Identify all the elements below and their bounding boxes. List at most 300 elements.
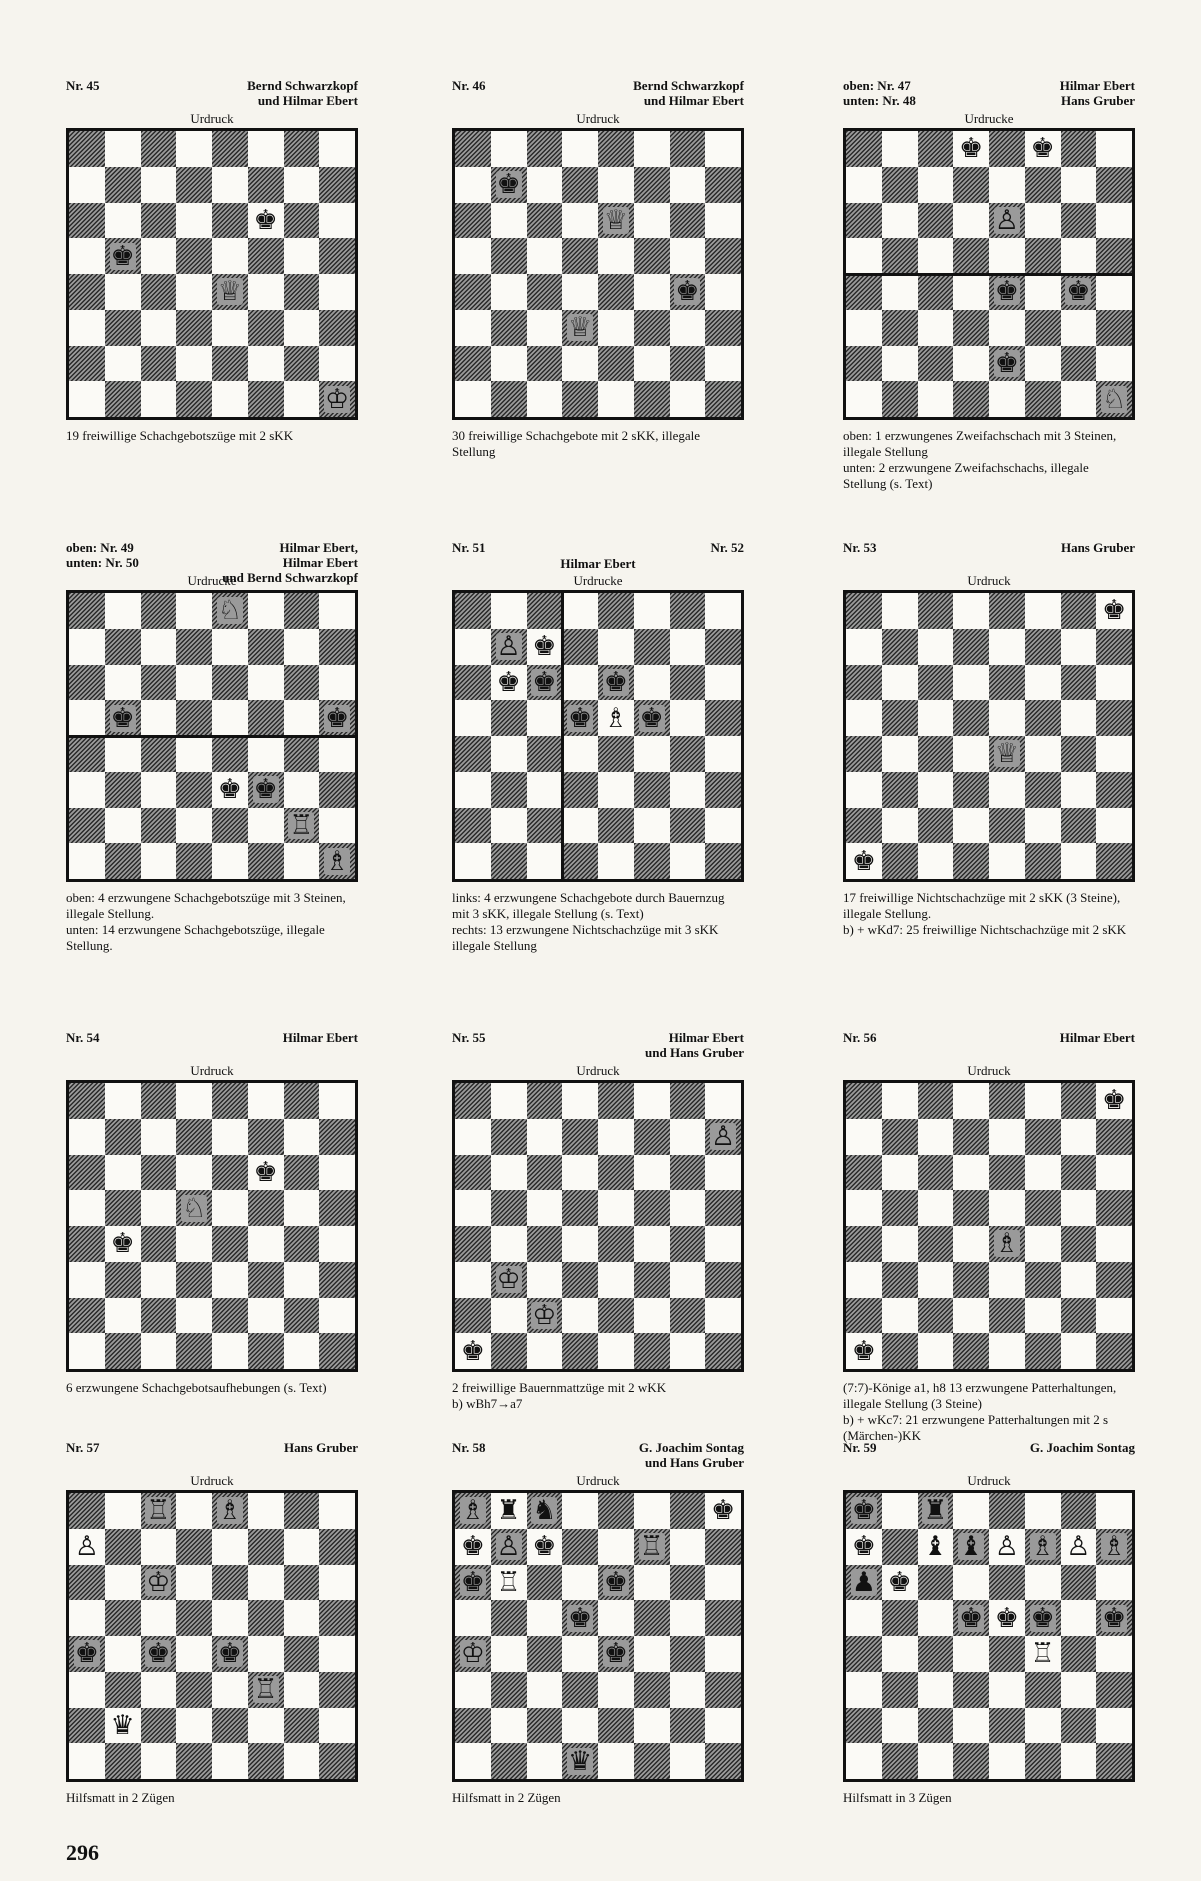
square-g4 xyxy=(284,1636,320,1672)
square-a7 xyxy=(455,1529,491,1565)
square-f3 xyxy=(1025,772,1061,808)
square-d1 xyxy=(562,1333,598,1369)
square-a1 xyxy=(69,381,105,417)
square-a4 xyxy=(846,736,882,772)
square-d8 xyxy=(176,1083,212,1119)
square-a5 xyxy=(846,238,882,274)
square-g7 xyxy=(1061,1529,1097,1565)
square-g1 xyxy=(1061,381,1097,417)
square-f6 xyxy=(1025,665,1061,701)
square-b6 xyxy=(491,1565,527,1601)
square-e3 xyxy=(598,310,634,346)
chess-piece-icon: ♚ xyxy=(532,666,557,698)
square-h6 xyxy=(1096,203,1132,239)
problem-caption: links: 4 erzwungene Schachgebote durch Bauernzug mit 3 sKK, illegale Stellung (s. Text) rechts: 13 erzwungene Nichtschachzüge mit 3 sKK illegale Stellung xyxy=(452,890,725,953)
square-g4 xyxy=(670,736,706,772)
square-c7 xyxy=(141,1529,177,1565)
square-e6 xyxy=(212,1155,248,1191)
square-c8 xyxy=(141,131,177,167)
problem-p58 xyxy=(452,1440,744,1806)
square-e1 xyxy=(212,381,248,417)
square-b8 xyxy=(105,1083,141,1119)
square-f5 xyxy=(248,1190,284,1226)
square-b6 xyxy=(882,203,918,239)
square-g8 xyxy=(1061,1493,1097,1529)
square-d4 xyxy=(562,736,598,772)
square-c3 xyxy=(527,1672,563,1708)
square-h4 xyxy=(319,736,355,772)
square-b7 xyxy=(882,167,918,203)
square-c5 xyxy=(918,700,954,736)
square-h6 xyxy=(319,665,355,701)
square-e8 xyxy=(598,1493,634,1529)
square-a3 xyxy=(69,1262,105,1298)
square-h6 xyxy=(319,1155,355,1191)
chess-piece-icon: ♚ xyxy=(1030,133,1055,165)
square-h2 xyxy=(319,808,355,844)
square-h1 xyxy=(319,843,355,879)
square-d6 xyxy=(953,1565,989,1601)
square-d4 xyxy=(176,736,212,772)
square-g5 xyxy=(284,238,320,274)
square-e7 xyxy=(598,1119,634,1155)
square-d8 xyxy=(562,1083,598,1119)
chess-piece-icon: ♚ xyxy=(603,1638,628,1670)
square-g5 xyxy=(1061,1600,1097,1636)
square-f3 xyxy=(248,772,284,808)
square-f1 xyxy=(248,381,284,417)
square-e3 xyxy=(989,1262,1025,1298)
square-c2 xyxy=(527,808,563,844)
square-g3 xyxy=(284,772,320,808)
square-h4 xyxy=(319,274,355,310)
square-c4 xyxy=(527,1636,563,1672)
square-c3 xyxy=(918,310,954,346)
square-h2 xyxy=(1096,1298,1132,1334)
square-d7 xyxy=(562,1119,598,1155)
square-h4 xyxy=(705,1226,741,1262)
square-h2 xyxy=(1096,346,1132,382)
square-d5 xyxy=(176,238,212,274)
square-f2 xyxy=(634,346,670,382)
square-f4 xyxy=(1025,1636,1061,1672)
square-d8 xyxy=(562,1493,598,1529)
chess-piece-icon: ♜ xyxy=(496,1495,521,1527)
square-g5 xyxy=(1061,238,1097,274)
square-e3 xyxy=(212,1262,248,1298)
square-g5 xyxy=(670,238,706,274)
square-h7 xyxy=(705,1119,741,1155)
square-d1 xyxy=(953,1743,989,1779)
square-a1 xyxy=(455,843,491,879)
square-h3 xyxy=(1096,1262,1132,1298)
square-g1 xyxy=(1061,843,1097,879)
square-c4 xyxy=(141,274,177,310)
square-f4 xyxy=(1025,274,1061,310)
chess-piece-icon: ♝ xyxy=(923,1531,948,1563)
board-divider xyxy=(561,593,564,879)
square-b2 xyxy=(105,1298,141,1334)
square-e7 xyxy=(212,1119,248,1155)
problem-header xyxy=(843,1440,1135,1490)
square-e2 xyxy=(598,1298,634,1334)
square-f5 xyxy=(634,700,670,736)
square-a6 xyxy=(846,665,882,701)
square-b7 xyxy=(491,1119,527,1155)
square-e8 xyxy=(989,1083,1025,1119)
problem-caption: 30 freiwillige Schachgebote mit 2 sKK, illegale Stellung xyxy=(452,428,701,459)
square-e2 xyxy=(212,808,248,844)
square-d7 xyxy=(562,629,598,665)
square-g1 xyxy=(284,1333,320,1369)
square-g5 xyxy=(1061,1190,1097,1226)
square-g8 xyxy=(1061,1083,1097,1119)
square-h5 xyxy=(319,1600,355,1636)
chess-piece-icon: ♘ xyxy=(1102,383,1127,415)
square-c1 xyxy=(527,1743,563,1779)
square-c2 xyxy=(918,1298,954,1334)
chess-piece-icon: ♚ xyxy=(994,1602,1019,1634)
problem-author: G. Joachim Sontag und Hans Gruber xyxy=(638,1440,744,1470)
square-h5 xyxy=(319,1190,355,1226)
problem-number: Nr. 51 xyxy=(452,540,486,555)
square-e6 xyxy=(598,1155,634,1191)
square-e3 xyxy=(212,1672,248,1708)
square-c5 xyxy=(918,1600,954,1636)
square-f6 xyxy=(1025,1155,1061,1191)
square-f8 xyxy=(634,1493,670,1529)
square-b4 xyxy=(882,274,918,310)
square-d3 xyxy=(953,1262,989,1298)
square-f6 xyxy=(248,1565,284,1601)
square-e8 xyxy=(598,1083,634,1119)
chess-piece-icon: ♕ xyxy=(603,204,628,236)
square-h1 xyxy=(319,1743,355,1779)
square-b8 xyxy=(882,131,918,167)
problem-subtitle: Urdruck xyxy=(576,111,620,126)
square-a8 xyxy=(69,1493,105,1529)
problem-p45 xyxy=(66,78,358,444)
square-c5 xyxy=(527,700,563,736)
chess-board xyxy=(452,1490,744,1782)
square-d3 xyxy=(176,772,212,808)
chess-piece-icon: ♘ xyxy=(182,1192,207,1224)
square-f8 xyxy=(248,593,284,629)
chess-piece-icon: ♚ xyxy=(603,666,628,698)
problem-author: Hans Gruber xyxy=(1060,540,1135,555)
square-h4 xyxy=(705,736,741,772)
chess-piece-icon: ♙ xyxy=(1066,1531,1091,1563)
square-g5 xyxy=(284,1600,320,1636)
chess-piece-icon: ♞ xyxy=(532,1495,557,1527)
square-d4 xyxy=(562,1636,598,1672)
square-e2 xyxy=(989,346,1025,382)
square-b4 xyxy=(882,1636,918,1672)
square-a4 xyxy=(69,274,105,310)
square-h1 xyxy=(1096,1743,1132,1779)
square-h3 xyxy=(705,772,741,808)
problem-author: Bernd Schwarzkopf und Hilmar Ebert xyxy=(247,78,358,108)
square-h5 xyxy=(705,1190,741,1226)
problem-header xyxy=(843,540,1135,590)
square-e4 xyxy=(598,1226,634,1262)
chess-board xyxy=(452,128,744,420)
square-f7 xyxy=(1025,1529,1061,1565)
square-a1 xyxy=(846,1333,882,1369)
square-d1 xyxy=(176,843,212,879)
square-e5 xyxy=(598,1190,634,1226)
square-f3 xyxy=(248,1262,284,1298)
square-e3 xyxy=(989,310,1025,346)
square-g7 xyxy=(670,1529,706,1565)
square-h3 xyxy=(705,1672,741,1708)
square-c6 xyxy=(141,1565,177,1601)
square-e6 xyxy=(598,203,634,239)
square-h6 xyxy=(319,203,355,239)
square-d2 xyxy=(176,1708,212,1744)
square-g3 xyxy=(670,1672,706,1708)
square-c8 xyxy=(141,1083,177,1119)
square-b4 xyxy=(105,274,141,310)
problem-author: Hilmar Ebert xyxy=(560,556,636,571)
square-a4 xyxy=(455,1636,491,1672)
square-a2 xyxy=(69,1708,105,1744)
square-d4 xyxy=(176,274,212,310)
chess-piece-icon: ♚ xyxy=(253,1156,278,1188)
square-g8 xyxy=(284,1083,320,1119)
square-d4 xyxy=(953,274,989,310)
square-e3 xyxy=(598,1672,634,1708)
square-h5 xyxy=(1096,1190,1132,1226)
square-e7 xyxy=(598,1529,634,1565)
square-f1 xyxy=(1025,381,1061,417)
square-c2 xyxy=(527,346,563,382)
square-d2 xyxy=(562,1298,598,1334)
square-h5 xyxy=(705,700,741,736)
square-a5 xyxy=(455,1600,491,1636)
square-c4 xyxy=(141,736,177,772)
square-f1 xyxy=(634,1333,670,1369)
square-f8 xyxy=(248,131,284,167)
square-f4 xyxy=(248,736,284,772)
square-f6 xyxy=(248,665,284,701)
chess-piece-icon: ♛ xyxy=(110,1709,135,1741)
square-f2 xyxy=(634,1708,670,1744)
chess-piece-icon: ♗ xyxy=(217,1495,242,1527)
square-b1 xyxy=(105,381,141,417)
square-c1 xyxy=(141,1743,177,1779)
square-g7 xyxy=(670,1119,706,1155)
square-h6 xyxy=(1096,1155,1132,1191)
square-d7 xyxy=(953,629,989,665)
square-g8 xyxy=(284,1493,320,1529)
square-g4 xyxy=(1061,1636,1097,1672)
square-g1 xyxy=(284,843,320,879)
square-g8 xyxy=(1061,593,1097,629)
square-f7 xyxy=(248,629,284,665)
square-f5 xyxy=(248,238,284,274)
problem-header xyxy=(452,1440,744,1490)
square-c2 xyxy=(527,1708,563,1744)
square-f6 xyxy=(1025,1565,1061,1601)
square-c2 xyxy=(141,346,177,382)
chess-piece-icon: ♟ xyxy=(851,1566,876,1598)
square-f6 xyxy=(634,203,670,239)
square-c5 xyxy=(141,1600,177,1636)
square-b4 xyxy=(105,1226,141,1262)
square-c4 xyxy=(141,1636,177,1672)
square-a3 xyxy=(455,772,491,808)
chess-piece-icon: ♖ xyxy=(146,1495,171,1527)
square-a3 xyxy=(69,1672,105,1708)
square-d5 xyxy=(562,700,598,736)
square-e4 xyxy=(989,274,1025,310)
square-e3 xyxy=(989,1672,1025,1708)
square-c7 xyxy=(918,629,954,665)
square-e1 xyxy=(212,1743,248,1779)
chess-piece-icon: ♖ xyxy=(1030,1638,1055,1670)
square-a8 xyxy=(846,1493,882,1529)
square-g2 xyxy=(670,808,706,844)
square-h7 xyxy=(705,1529,741,1565)
square-h5 xyxy=(1096,1600,1132,1636)
square-g6 xyxy=(1061,1155,1097,1191)
square-g1 xyxy=(670,843,706,879)
square-a3 xyxy=(846,1262,882,1298)
square-a8 xyxy=(455,1493,491,1529)
square-a1 xyxy=(455,381,491,417)
square-c8 xyxy=(918,593,954,629)
square-d6 xyxy=(562,1565,598,1601)
square-a8 xyxy=(69,1083,105,1119)
chess-piece-icon: ♚ xyxy=(253,204,278,236)
square-h4 xyxy=(705,1636,741,1672)
square-g8 xyxy=(670,131,706,167)
problem-p54 xyxy=(66,1030,358,1396)
square-a6 xyxy=(455,1565,491,1601)
square-g4 xyxy=(284,274,320,310)
square-a2 xyxy=(455,808,491,844)
square-b7 xyxy=(105,1119,141,1155)
square-b5 xyxy=(105,700,141,736)
square-d4 xyxy=(176,1636,212,1672)
square-d1 xyxy=(176,1743,212,1779)
square-h2 xyxy=(705,1298,741,1334)
chess-board xyxy=(843,128,1135,420)
problem-author: G. Joachim Sontag xyxy=(1029,1440,1135,1455)
square-c6 xyxy=(527,1565,563,1601)
square-e2 xyxy=(989,1708,1025,1744)
chess-piece-icon: ♖ xyxy=(289,809,314,841)
square-g2 xyxy=(670,346,706,382)
square-b4 xyxy=(882,1226,918,1262)
chess-piece-icon: ♛ xyxy=(568,1745,593,1777)
square-g6 xyxy=(670,203,706,239)
square-d3 xyxy=(953,772,989,808)
square-h7 xyxy=(1096,1119,1132,1155)
square-b3 xyxy=(491,772,527,808)
square-d4 xyxy=(953,1226,989,1262)
square-f6 xyxy=(248,203,284,239)
square-c7 xyxy=(918,167,954,203)
chess-piece-icon: ♕ xyxy=(568,312,593,344)
chess-board xyxy=(66,590,358,882)
square-g5 xyxy=(670,700,706,736)
square-b3 xyxy=(491,1672,527,1708)
square-d8 xyxy=(562,593,598,629)
chess-piece-icon: ♚ xyxy=(325,702,350,734)
square-e8 xyxy=(212,593,248,629)
square-f4 xyxy=(1025,1226,1061,1262)
square-e5 xyxy=(989,1190,1025,1226)
square-b7 xyxy=(882,629,918,665)
square-c5 xyxy=(527,1190,563,1226)
square-b3 xyxy=(105,1262,141,1298)
square-c7 xyxy=(527,629,563,665)
chess-piece-icon: ♙ xyxy=(496,1531,521,1563)
square-e7 xyxy=(989,1119,1025,1155)
square-b1 xyxy=(105,843,141,879)
square-d3 xyxy=(176,310,212,346)
square-g3 xyxy=(670,1262,706,1298)
square-c7 xyxy=(527,1529,563,1565)
square-e5 xyxy=(989,1600,1025,1636)
square-a4 xyxy=(846,1636,882,1672)
square-e1 xyxy=(598,1743,634,1779)
square-c4 xyxy=(527,274,563,310)
square-a5 xyxy=(69,1190,105,1226)
square-c3 xyxy=(141,772,177,808)
square-c6 xyxy=(141,1155,177,1191)
chess-piece-icon: ♚ xyxy=(460,1531,485,1563)
square-b2 xyxy=(491,346,527,382)
square-d5 xyxy=(953,238,989,274)
square-b2 xyxy=(491,1298,527,1334)
square-d1 xyxy=(562,1743,598,1779)
square-e6 xyxy=(989,203,1025,239)
chess-board xyxy=(66,1080,358,1372)
chess-piece-icon: ♙ xyxy=(994,1531,1019,1563)
square-e7 xyxy=(989,167,1025,203)
square-g2 xyxy=(1061,1708,1097,1744)
square-h4 xyxy=(319,1226,355,1262)
square-b3 xyxy=(882,310,918,346)
square-f7 xyxy=(634,167,670,203)
square-h8 xyxy=(319,593,355,629)
square-h3 xyxy=(1096,772,1132,808)
chess-piece-icon: ♔ xyxy=(496,1264,521,1296)
square-f4 xyxy=(248,274,284,310)
chess-piece-icon: ♝ xyxy=(959,1531,984,1563)
square-c3 xyxy=(141,310,177,346)
square-d4 xyxy=(562,274,598,310)
square-d8 xyxy=(953,131,989,167)
square-e2 xyxy=(212,1708,248,1744)
square-a7 xyxy=(69,167,105,203)
square-e6 xyxy=(212,1565,248,1601)
square-f5 xyxy=(1025,1600,1061,1636)
square-d5 xyxy=(562,1600,598,1636)
square-d6 xyxy=(176,203,212,239)
problem-author: Hilmar Ebert xyxy=(282,1030,358,1045)
square-h1 xyxy=(1096,843,1132,879)
square-d5 xyxy=(176,1190,212,1226)
square-d2 xyxy=(953,1708,989,1744)
square-e1 xyxy=(989,1333,1025,1369)
problem-number: Nr. 45 xyxy=(66,78,100,93)
square-g5 xyxy=(670,1190,706,1226)
square-b7 xyxy=(882,1529,918,1565)
